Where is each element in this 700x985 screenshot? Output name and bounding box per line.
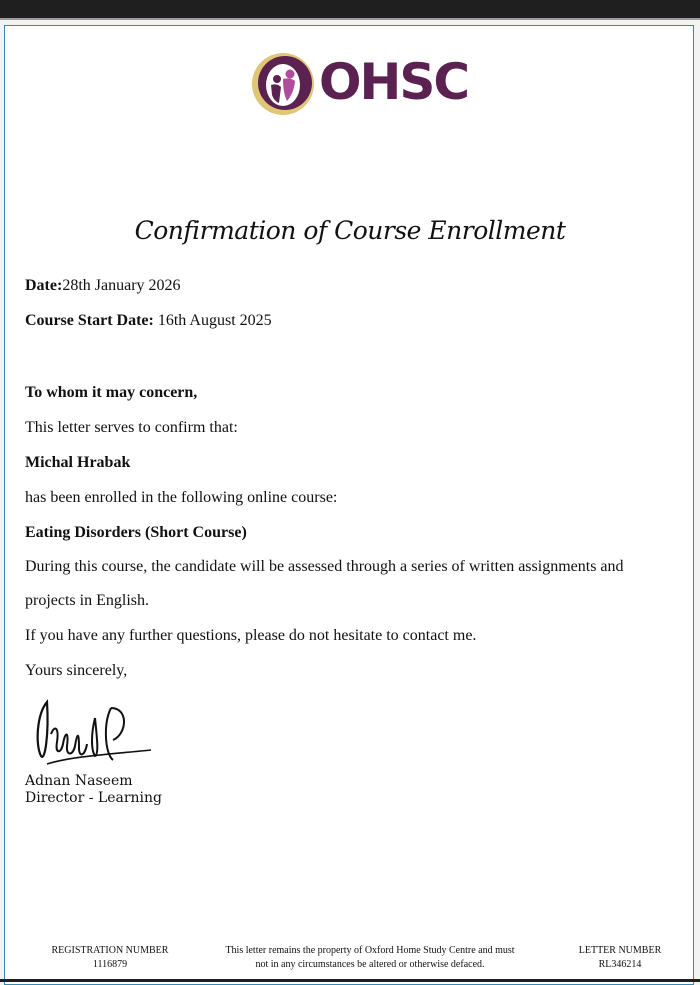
date-label: Date: (25, 277, 63, 294)
registration-block (30, 944, 190, 972)
salutation: To whom it may concern, (25, 384, 198, 401)
enrolled-text: has been enrolled in the following online course: (25, 489, 338, 506)
letter-title: Confirmation of Course Enrollment (134, 216, 566, 245)
ohsc-logo-emblem-icon (249, 49, 317, 117)
property-notice-line2: not in any circumstances be altered or otherwise defaced. (255, 959, 485, 970)
closing-text: Yours sincerely, (25, 662, 128, 679)
registration-number: 1116879 (92, 959, 128, 970)
letter-number: RL346214 (598, 959, 642, 970)
course-start-value: 16th August 2025 (157, 312, 272, 329)
signatory-name: Adnan Naseem (25, 773, 133, 789)
viewer-top-bar-edge (0, 18, 700, 20)
course-start-label: Course Start Date: (25, 312, 154, 329)
letter-page (4, 25, 694, 985)
date-line (25, 277, 181, 295)
ohsc-logo-text: OHSC (319, 53, 469, 111)
letter-number-block (550, 944, 690, 972)
date-value: 28th January 2026 (62, 277, 181, 294)
ohsc-logo (249, 49, 469, 119)
property-notice-line1: This letter remains the property of Oxford Home Study Centre and must (225, 945, 515, 956)
signatory-title: Director - Learning (25, 790, 162, 806)
letter-number-label: LETTER NUMBER (578, 945, 662, 956)
viewer-top-bar (0, 0, 700, 18)
course-name: Eating Disorders (Short Course) (25, 524, 247, 541)
property-notice (200, 944, 540, 972)
signature-icon (33, 694, 153, 776)
contact-text: If you have any further questions, please do not hesitate to contact me. (25, 627, 477, 644)
intro-text: This letter serves to confirm that: (25, 419, 238, 436)
registration-label: REGISTRATION NUMBER (51, 945, 169, 956)
assessment-text-line1: During this course, the candidate will be assessed through a series of written assignments and (25, 558, 624, 575)
assessment-text-line2: projects in English. (25, 592, 149, 609)
student-name: Michal Hrabak (25, 454, 131, 471)
course-start-line (25, 312, 272, 330)
